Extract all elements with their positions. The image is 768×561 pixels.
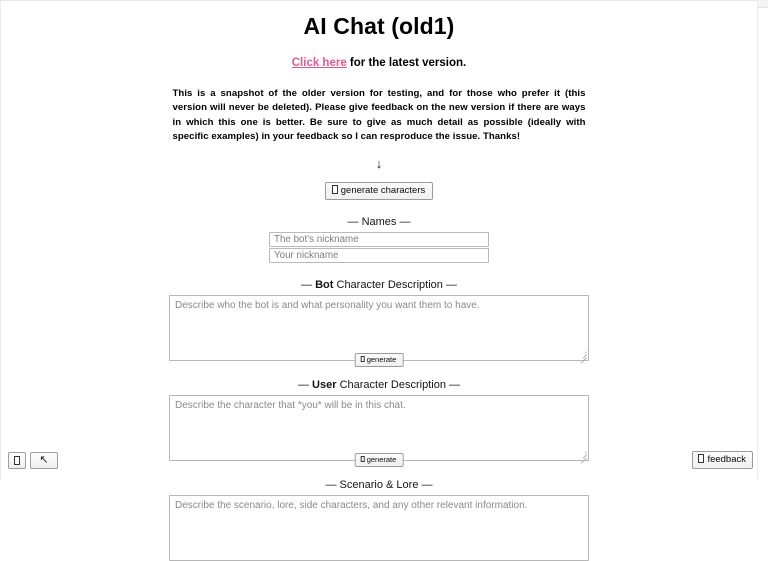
bot-description-textarea[interactable] bbox=[169, 295, 589, 361]
scenario-field-wrap bbox=[169, 495, 589, 561]
down-arrow-icon: ↓ bbox=[375, 156, 383, 172]
user-description-field-wrap bbox=[169, 395, 589, 464]
user-generate-label: generate bbox=[366, 454, 397, 464]
feedback-label: feedback bbox=[707, 454, 746, 465]
cursor-arrow-icon: ↖ bbox=[39, 454, 49, 466]
missing-glyph-box-icon bbox=[361, 456, 365, 462]
user-nickname-input[interactable] bbox=[269, 248, 489, 263]
bot-description-label-suffix: Character Description — bbox=[333, 279, 457, 292]
scenario-textarea[interactable] bbox=[169, 495, 589, 561]
page-title: AI Chat (old1) bbox=[303, 13, 455, 39]
user-description-label-suffix: Character Description — bbox=[336, 379, 461, 392]
latest-version-notice bbox=[1, 57, 757, 69]
generate-characters-row bbox=[1, 170, 757, 200]
corner-button-group bbox=[8, 452, 58, 469]
user-description-label-bold: User bbox=[312, 379, 337, 392]
user-description-textarea[interactable] bbox=[169, 395, 589, 461]
feedback-button[interactable] bbox=[692, 451, 753, 469]
names-section-label: — Names — bbox=[347, 216, 411, 229]
missing-glyph-box-icon bbox=[361, 356, 365, 362]
vertical-scrollbar[interactable] bbox=[757, 0, 758, 480]
missing-glyph-box-icon bbox=[14, 456, 20, 465]
scenario-section-label: — Scenario & Lore — bbox=[325, 479, 433, 492]
bot-description-generate-button[interactable] bbox=[355, 353, 404, 367]
snapshot-notice-paragraph: This is a snapshot of the older version for testing, and for those who prefer it (this version will never be deleted). Please give feedback on the new version if there are ways in which this one is better. Be sure to give as much detail as possible (ideally with specific examples) in your feedback so I can resproduce the issue. Thanks! bbox=[172, 87, 586, 143]
bot-description-label-prefix: — bbox=[301, 279, 316, 292]
latest-version-suffix: for the latest version. bbox=[346, 56, 467, 69]
names-input-group bbox=[269, 232, 489, 263]
page-content bbox=[1, 0, 757, 492]
menu-toggle-button[interactable] bbox=[8, 452, 26, 469]
missing-glyph-box-icon bbox=[332, 185, 338, 194]
generate-characters-button[interactable] bbox=[325, 182, 434, 200]
missing-glyph-box-icon bbox=[698, 454, 704, 463]
scrollbar-corner bbox=[758, 0, 768, 8]
latest-version-link[interactable]: Click here bbox=[291, 56, 347, 69]
bot-nickname-input[interactable] bbox=[269, 232, 489, 247]
bot-description-label bbox=[1, 279, 757, 291]
user-description-label bbox=[1, 379, 757, 391]
bot-description-field-wrap bbox=[169, 295, 589, 364]
user-description-label-prefix: — bbox=[297, 379, 313, 392]
bot-generate-label: generate bbox=[366, 354, 397, 364]
user-description-generate-button[interactable] bbox=[355, 453, 404, 467]
generate-characters-label: generate characters bbox=[340, 185, 426, 197]
cursor-mode-button[interactable] bbox=[30, 452, 58, 469]
bot-description-label-bold: Bot bbox=[315, 279, 334, 292]
